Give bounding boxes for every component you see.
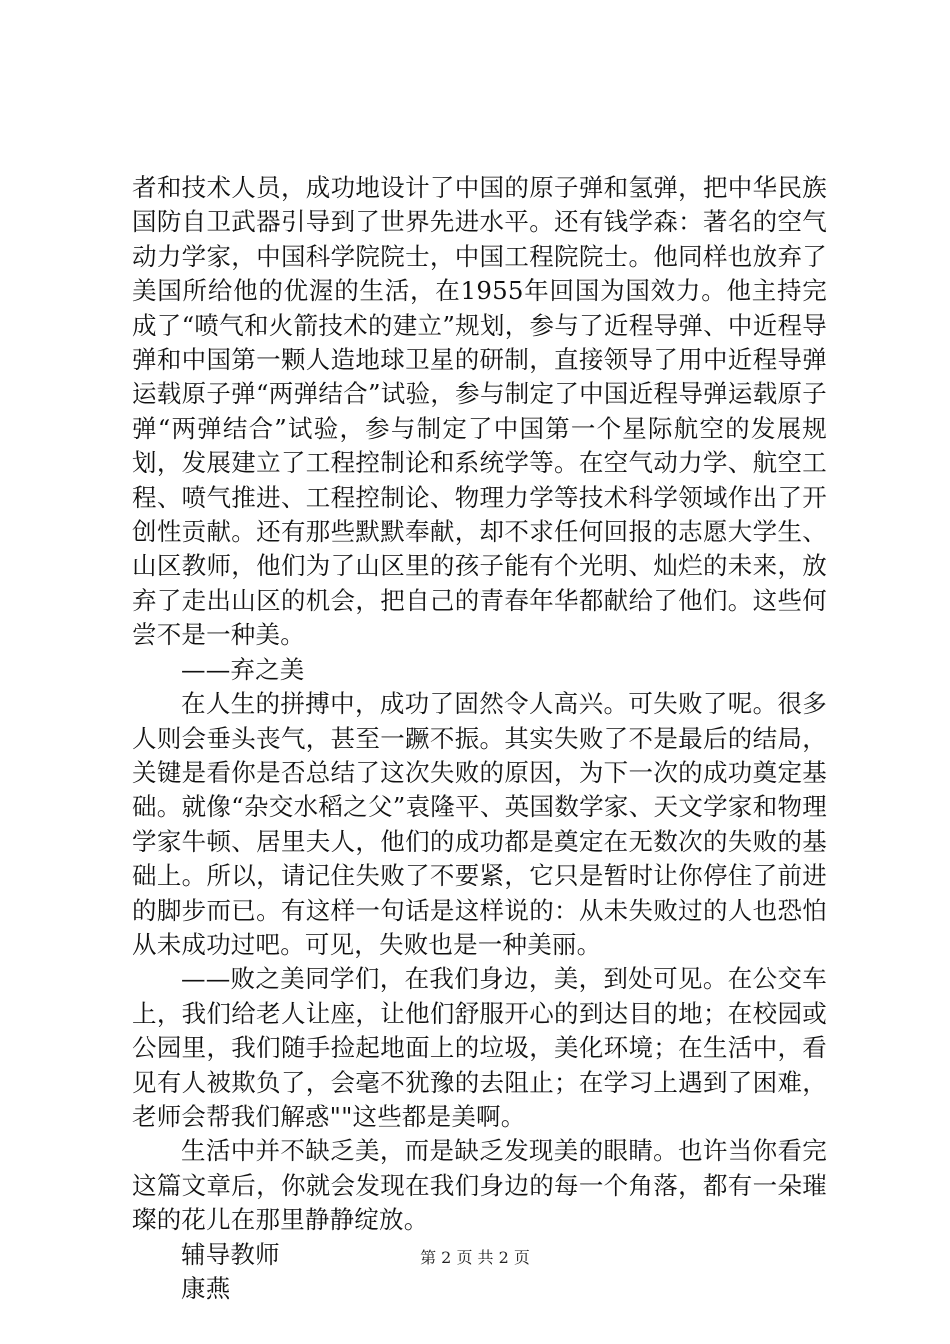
paragraph-qian-xuesen: 者和技术人员，成功地设计了中国的原子弹和氢弹，把中华民族国防自卫武器引导到了世界先进水平。还有钱学森：著名的空气动力学家，中国科学院院士，中国工程院院士。他同样也放弃了美国所给他的优渥的生活，在1955年回国为国效力。他主持完成了“喷气和火箭技术的建立”规划，参与了近程导弹、中近程导弹和中国第一颗人造地球卫星的研制，直接领导了用中近程导弹运载原子弹“两弹结合”试验，参与制定了中国近程导弹运载原子弹“两弹结合”试验，参与制定了中国第一个星际航空的发展规划，发展建立了工程控制论和系统学等。在空气动力学、航空工程、喷气推进、工程控制论、物理力学等技术科学领域作出了开创性贡献。还有那些默默奉献，却不求任何回报的志愿大学生、山区教师，他们为了山区里的孩子能有个光明、灿烂的未来，放弃了走出山区的机会，把自己的青春年华都献给了他们。这些何尝不是一种美。 — [132, 173, 827, 650]
document-body — [132, 171, 827, 1306]
advisor-name: 康燕 — [181, 1274, 231, 1303]
paragraph-conclusion: 生活中并不缺乏美，而是缺乏发现美的眼睛。也许当你看完这篇文章后，你就会发现在我们身边的每一个角落，都有一朵璀璨的花儿在那里静静绽放。 — [132, 1136, 827, 1235]
page-footer: 第 2 页 共 2 页 — [420, 1248, 530, 1267]
heading-qi-zhi-mei: ——弃之美 — [181, 654, 305, 684]
paragraph-failure: 在人生的拼搏中，成功了固然令人高兴。可失败了呢。很多人则会垂头丧气，甚至一蹶不振。其实失败了不是最后的结局，关键是看你是否总结了这次失败的原因，为下一次的成功奠定基础。就像“杂交水稻之父”袁隆平、英国数学家、天文学家和物理学家牛顿、居里夫人，他们的成功都是奠定在无数次的失败的基础上。所以，请记住失败了不要紧，它只是暂时让你停住了前进的脚步而已。有这样一句话是这样说的：从未失败过的人也恐怕从未成功过吧。可见，失败也是一种美丽。 — [132, 689, 827, 959]
advisor-label: 辅导教师 — [181, 1239, 280, 1269]
paragraph-bai-zhi-mei: ——败之美同学们，在我们身边，美，到处可见。在公交车上，我们给老人让座，让他们舒服开心的到达目的地；在校园或公园里，我们随手捡起地面上的垃圾，美化环境；在生活中，看见有人被欺负了，会毫不犹豫的去阻止；在学习上遇到了困难，老师会帮我们解惑""这些都是美啊。 — [132, 964, 827, 1131]
